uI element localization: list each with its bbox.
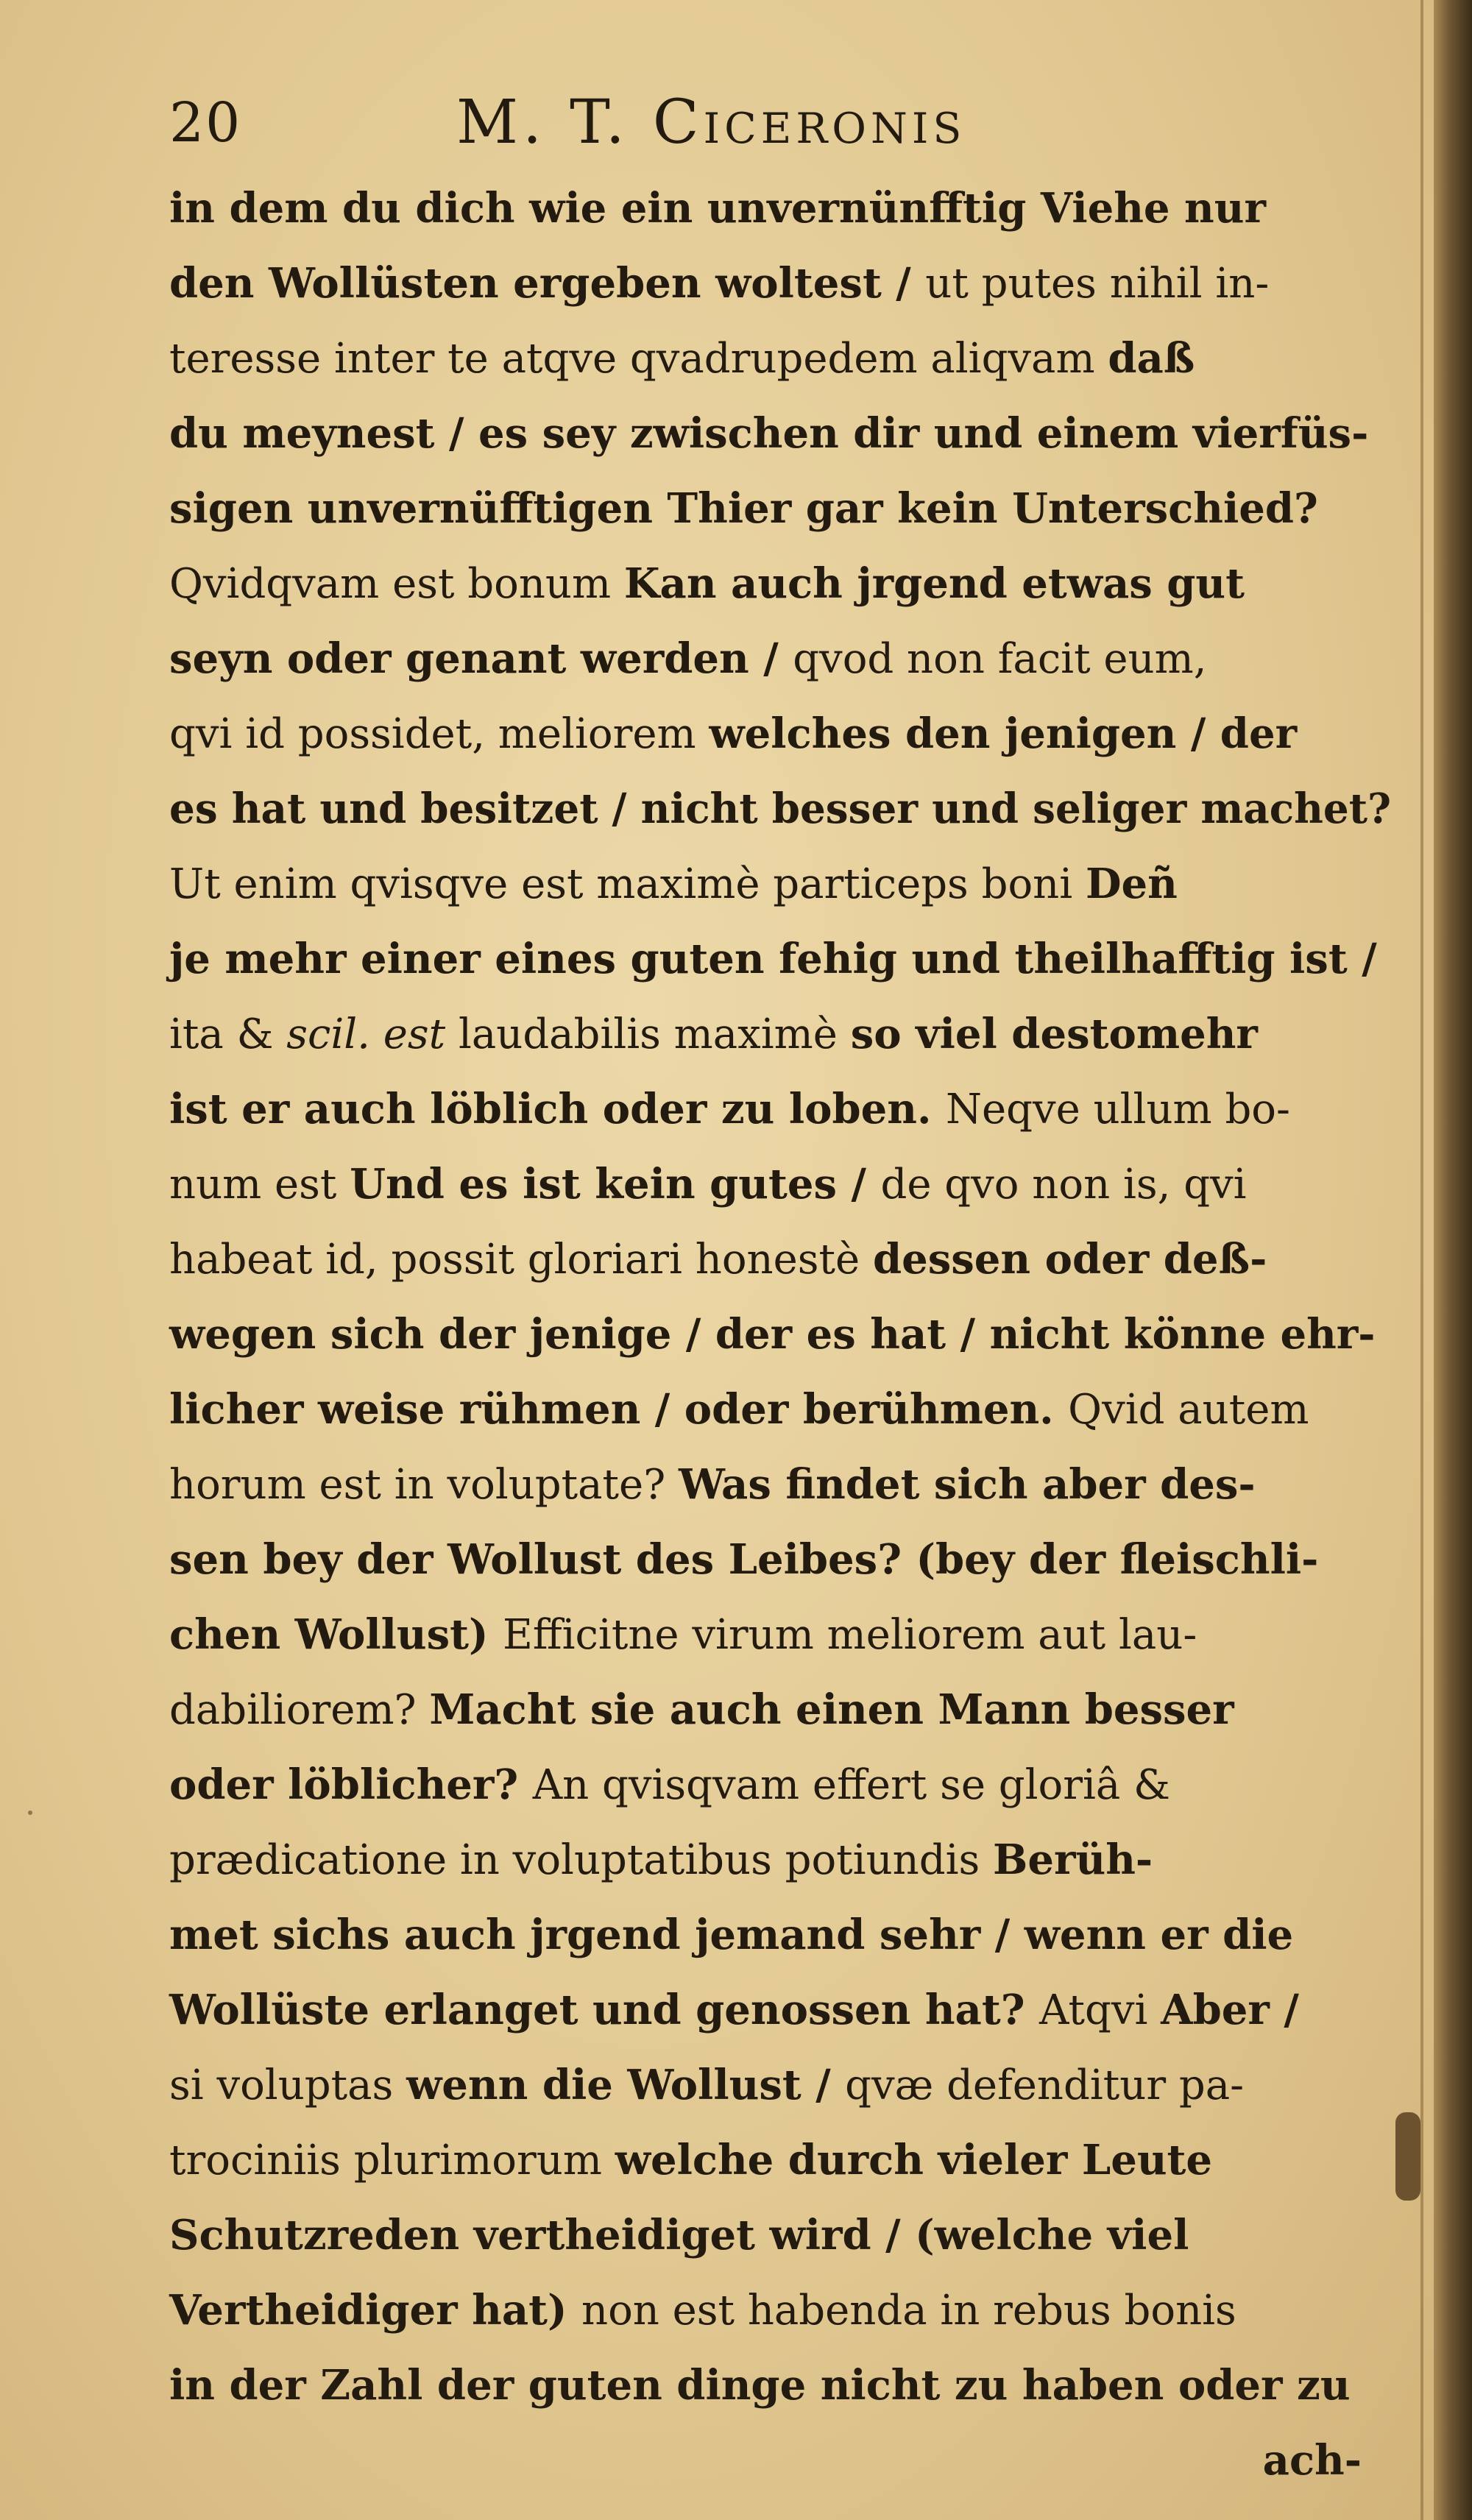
text-line (169, 846, 1391, 921)
page-number: 20 (169, 91, 242, 155)
german-text: licher weise rühmen / oder berühmen. (169, 1385, 1069, 1434)
german-text: Deñ (1085, 860, 1178, 908)
german-text: Was findet sich aber des- (679, 1460, 1256, 1509)
german-text: Wollüste erlanget und genossen hat? (169, 1986, 1040, 2034)
text-line (169, 1672, 1391, 1747)
latin-text: Neqve ullum bo- (946, 1086, 1290, 1133)
text-line (169, 396, 1391, 471)
text-line (169, 2198, 1391, 2273)
text-line (169, 1747, 1391, 1822)
latin-text: ita & (169, 1011, 287, 1058)
latin-text: Qvidqvam est bonum (169, 560, 624, 608)
text-line (169, 1522, 1391, 1597)
german-text: so viel destomehr (850, 1010, 1258, 1058)
german-text: wegen sich der jenige / der es hat / nicht könne ehr- (169, 1310, 1376, 1359)
german-text: Aber / (1161, 1986, 1299, 2034)
latin-text: laudabilis maximè (445, 1011, 851, 1058)
latin-text: Efficitne virum meliorem aut lau- (502, 1611, 1197, 1659)
latin-text: prædicatione in voluptatibus potiundis (169, 1836, 994, 1884)
german-text: ist er auch löblich oder zu loben. (169, 1085, 946, 1133)
german-text: seyn oder genant werden / (169, 634, 793, 683)
german-text: Berüh- (993, 1836, 1153, 1884)
text-line (169, 546, 1391, 621)
text-line (169, 2348, 1391, 2423)
latin-text: Atqvi (1039, 1986, 1161, 2034)
running-head: M. T. Ciceronis (456, 88, 966, 158)
catchword: ach- (1262, 2436, 1362, 2485)
german-text: welche durch vieler Leute (615, 2136, 1213, 2184)
german-text: welches den jenigen / der (709, 709, 1298, 758)
german-text: sigen unvernüfftigen Thier gar kein Unterschied? (169, 484, 1318, 533)
german-text: sen bey der Wollust des Leibes? (bey der fleischli- (169, 1535, 1319, 1584)
body-text (169, 171, 1391, 2498)
german-text: du meynest / es sey zwischen dir und einem vierfüs- (169, 409, 1369, 458)
german-text: Macht sie auch einen Mann besser (429, 1685, 1234, 1734)
gutter-edge (1420, 0, 1423, 2520)
latin-text: scil. est (286, 1011, 446, 1058)
latin-text: qvi id possidet, meliorem (169, 710, 710, 758)
latin-text: Qvid autem (1068, 1386, 1309, 1434)
text-line (169, 171, 1391, 246)
text-line (169, 1222, 1391, 1297)
german-text: Schutzreden vertheidiget wird / (welche viel (169, 2211, 1189, 2259)
german-text: es hat und besitzet / nicht besser und seliger machet? (169, 785, 1392, 833)
german-text: Vertheidiger hat) (169, 2286, 581, 2335)
german-text: wenn die Wollust / (406, 2061, 846, 2109)
text-line (169, 1147, 1391, 1222)
text-line (169, 1597, 1391, 1672)
text-line (169, 1447, 1391, 1522)
latin-text: si voluptas (169, 2061, 407, 2109)
german-text: daß (1108, 334, 1195, 383)
text-line (169, 696, 1391, 771)
german-text: je mehr einer eines guten fehig und theilhafftig ist / (169, 935, 1377, 983)
latin-text: qvæ defenditur pa- (845, 2061, 1245, 2109)
text-line (169, 2123, 1391, 2198)
german-text: dessen oder deß- (872, 1235, 1267, 1284)
german-text: Kan auch jrgend etwas gut (623, 559, 1245, 608)
text-line (169, 1822, 1391, 1897)
latin-text: Ut enim qvisqve est maximè particeps boni (169, 860, 1086, 908)
latin-text: dabiliorem? (169, 1686, 430, 1734)
text-line (169, 246, 1391, 321)
german-text: in dem du dich wie ein unvernünfftig Viehe nur (169, 184, 1266, 233)
text-line (169, 321, 1391, 396)
german-text: oder löblicher? (169, 1760, 533, 1809)
latin-text: trociniis plurimorum (169, 2137, 615, 2184)
text-line (169, 471, 1391, 546)
text-line (169, 1072, 1391, 1147)
latin-text: teresse inter te atqve qvadrupedem aliqvam (169, 335, 1108, 383)
text-line (169, 2048, 1391, 2123)
latin-text: de qvo non is, qvi (880, 1161, 1247, 1208)
text-line (169, 921, 1391, 997)
text-line (169, 771, 1392, 846)
text-line (169, 1372, 1391, 1447)
latin-text: habeat id, possit gloriari honestè (169, 1236, 873, 1284)
text-line (169, 2273, 1391, 2348)
text-line (169, 1972, 1391, 2048)
latin-text: num est (169, 1161, 350, 1208)
latin-text: An qvisqvam effert se gloriâ & (532, 1761, 1170, 1809)
latin-text: horum est in voluptate? (169, 1461, 679, 1509)
text-line (169, 997, 1391, 1072)
latin-text: qvod non facit eum, (793, 635, 1207, 683)
german-text: Und es ist kein gutes / (350, 1160, 881, 1208)
text-line (169, 1297, 1391, 1372)
german-text: in der Zahl der guten dinge nicht zu haben oder zu (169, 2361, 1351, 2410)
book-gutter (1434, 0, 1472, 2520)
german-text: met sichs auch jrgend jemand sehr / wenn er die (169, 1911, 1294, 1959)
page-header (169, 82, 1170, 171)
text-line (169, 621, 1391, 696)
german-text: den Wollüsten ergeben woltest / (169, 259, 926, 308)
latin-text: non est habenda in rebus bonis (581, 2287, 1236, 2335)
latin-text: ut putes nihil in- (925, 260, 1270, 308)
ink-stain (1395, 2112, 1420, 2201)
german-text: chen Wollust) (169, 1610, 503, 1659)
text-line (169, 1897, 1391, 1972)
margin-mark (28, 1811, 32, 1815)
